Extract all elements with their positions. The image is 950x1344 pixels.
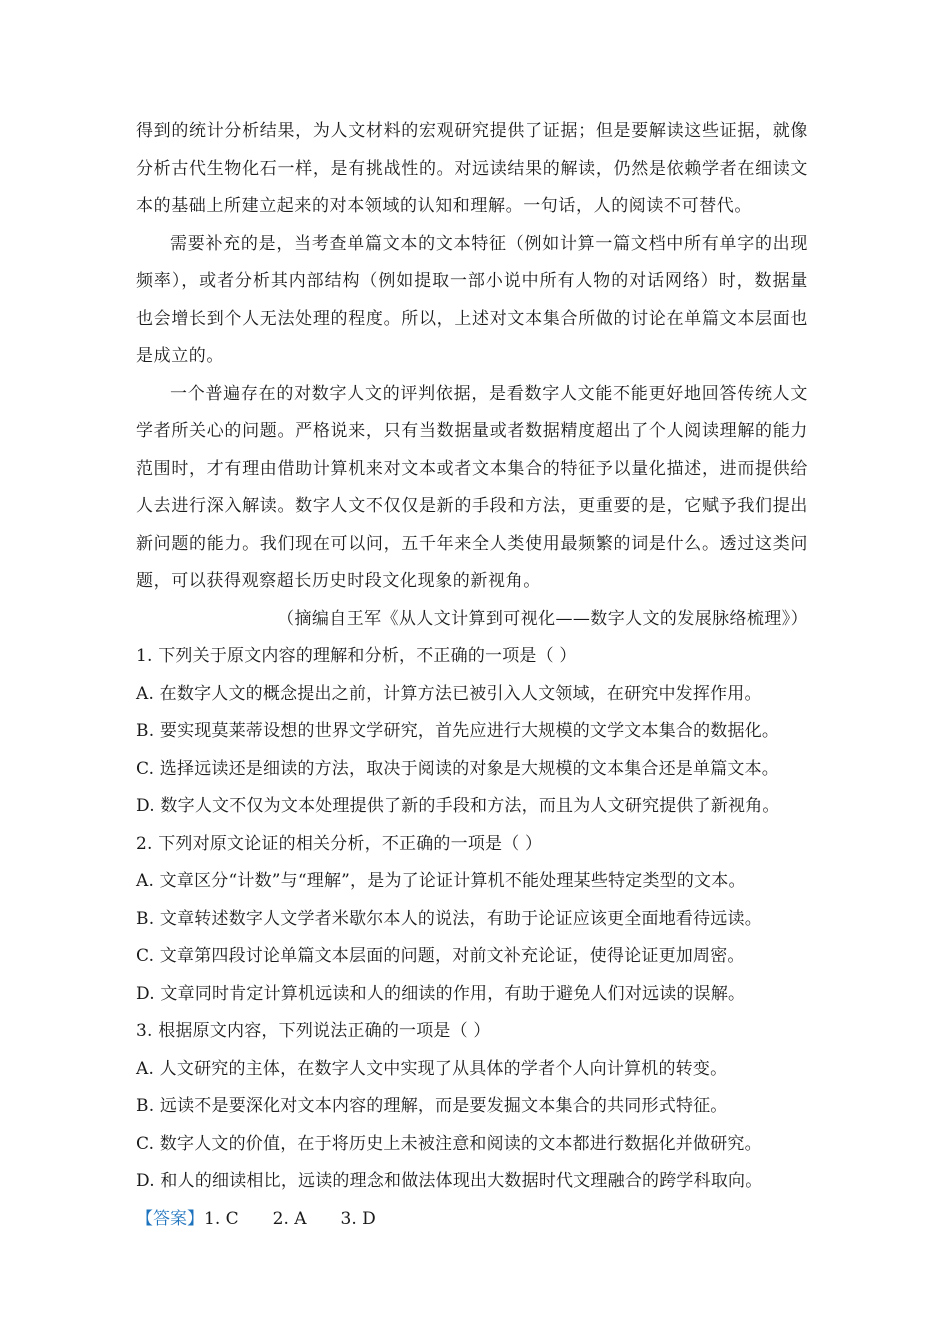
passage-paragraph-2: 需要补充的是，当考查单篇文本的文本特征（例如计算一篇文档中所有单字的出现频率），或者分析其内部结构（例如提取一部小说中所有人物的对话网络）时，数据量也会增长到个人无法处理的程度。所以，上述对文本集合所做的讨论在单篇文本层面也是成立的。 bbox=[136, 233, 808, 366]
option-c: C. 数字人文的价值，在于将历史上未被注意和阅读的文本都进行数据化并做研究。 bbox=[136, 1133, 762, 1154]
answer-tag: 【答案】 bbox=[136, 1208, 204, 1229]
passage-paragraph-1: 得到的统计分析结果，为人文材料的宏观研究提供了证据；但是要解读这些证据，就像分析古代生物化石一样，是有挑战性的。对远读结果的解读，仍然是依赖学者在细读文本的基础上所建立起来的对本领域的认知和理解。一句话，人的阅读不可替代。 bbox=[136, 121, 808, 216]
answer-item-3: 3. D bbox=[340, 1208, 376, 1229]
option-d: D. 文章同时肯定计算机远读和人的细读的作用，有助于避免人们对远读的误解。 bbox=[136, 983, 746, 1004]
question-stem: 1. 下列关于原文内容的理解和分析，不正确的一项是（ ） bbox=[136, 646, 577, 666]
answer-line bbox=[136, 1201, 808, 1239]
option-d: D. 数字人文不仅为文本处理提供了新的手段和方法，而且为人文研究提供了新视角。 bbox=[136, 796, 780, 816]
question-1 bbox=[136, 638, 808, 826]
question-3 bbox=[136, 1013, 808, 1201]
answer-item-2: 2. A bbox=[272, 1208, 307, 1229]
option-a: A. 人文研究的主体，在数字人文中实现了从具体的学者个人向计算机的转变。 bbox=[136, 1058, 728, 1079]
option-b: B. 文章转述数字人文学者米歇尔本人的说法，有助于论证应该更全面地看待远读。 bbox=[136, 908, 762, 929]
passage bbox=[136, 113, 808, 638]
document-page bbox=[136, 113, 808, 1238]
question-stem: 3. 根据原文内容，下列说法正确的一项是（ ） bbox=[136, 1021, 491, 1041]
option-c: C. 文章第四段讨论单篇文本层面的问题，对前文补充论证，使得论证更加周密。 bbox=[136, 946, 745, 966]
question-stem: 2. 下列对原文论证的相关分析，不正确的一项是（ ） bbox=[136, 833, 543, 854]
option-b: B. 远读不是要深化对文本内容的理解，而是要发掘文本集合的共同形式特征。 bbox=[136, 1096, 728, 1116]
option-b: B. 要实现莫莱蒂设想的世界文学研究，首先应进行大规模的文学文本集合的数据化。 bbox=[136, 721, 780, 741]
passage-source: （摘编自王军《从人文计算到可视化——数字人文的发展脉络梳理》） bbox=[277, 608, 808, 629]
option-a: A. 文章区分“计数”与“理解”，是为了论证计算机不能处理某些特定类型的文本。 bbox=[136, 871, 746, 891]
option-c: C. 选择远读还是细读的方法，取决于阅读的对象是大规模的文本集合还是单篇文本。 bbox=[136, 758, 780, 779]
option-a: A. 在数字人文的概念提出之前，计算方法已被引入人文领域，在研究中发挥作用。 bbox=[136, 683, 762, 704]
option-d: D. 和人的细读相比，远读的理念和做法体现出大数据时代文理融合的跨学科取向。 bbox=[136, 1171, 763, 1191]
passage-paragraph-3: 一个普遍存在的对数字人文的评判依据，是看数字人文能不能更好地回答传统人文学者所关心的问题。严格说来，只有当数据量或者数据精度超出了个人阅读理解的能力范围时，才有理由借助计算机来对文本或者文本集合的特征予以量化描述，进而提供给人去进行深入解读。数字人文不仅仅是新的手段和方法，更重要的是，它赋予我们提出新问题的能力。我们现在可以问，五千年来全人类使用最频繁的词是什么。透过这类问题，可以获得观察超长历史时段文化现象的新视角。 bbox=[136, 383, 808, 591]
answer-item-1: 1. C bbox=[204, 1208, 239, 1229]
question-2 bbox=[136, 826, 808, 1014]
